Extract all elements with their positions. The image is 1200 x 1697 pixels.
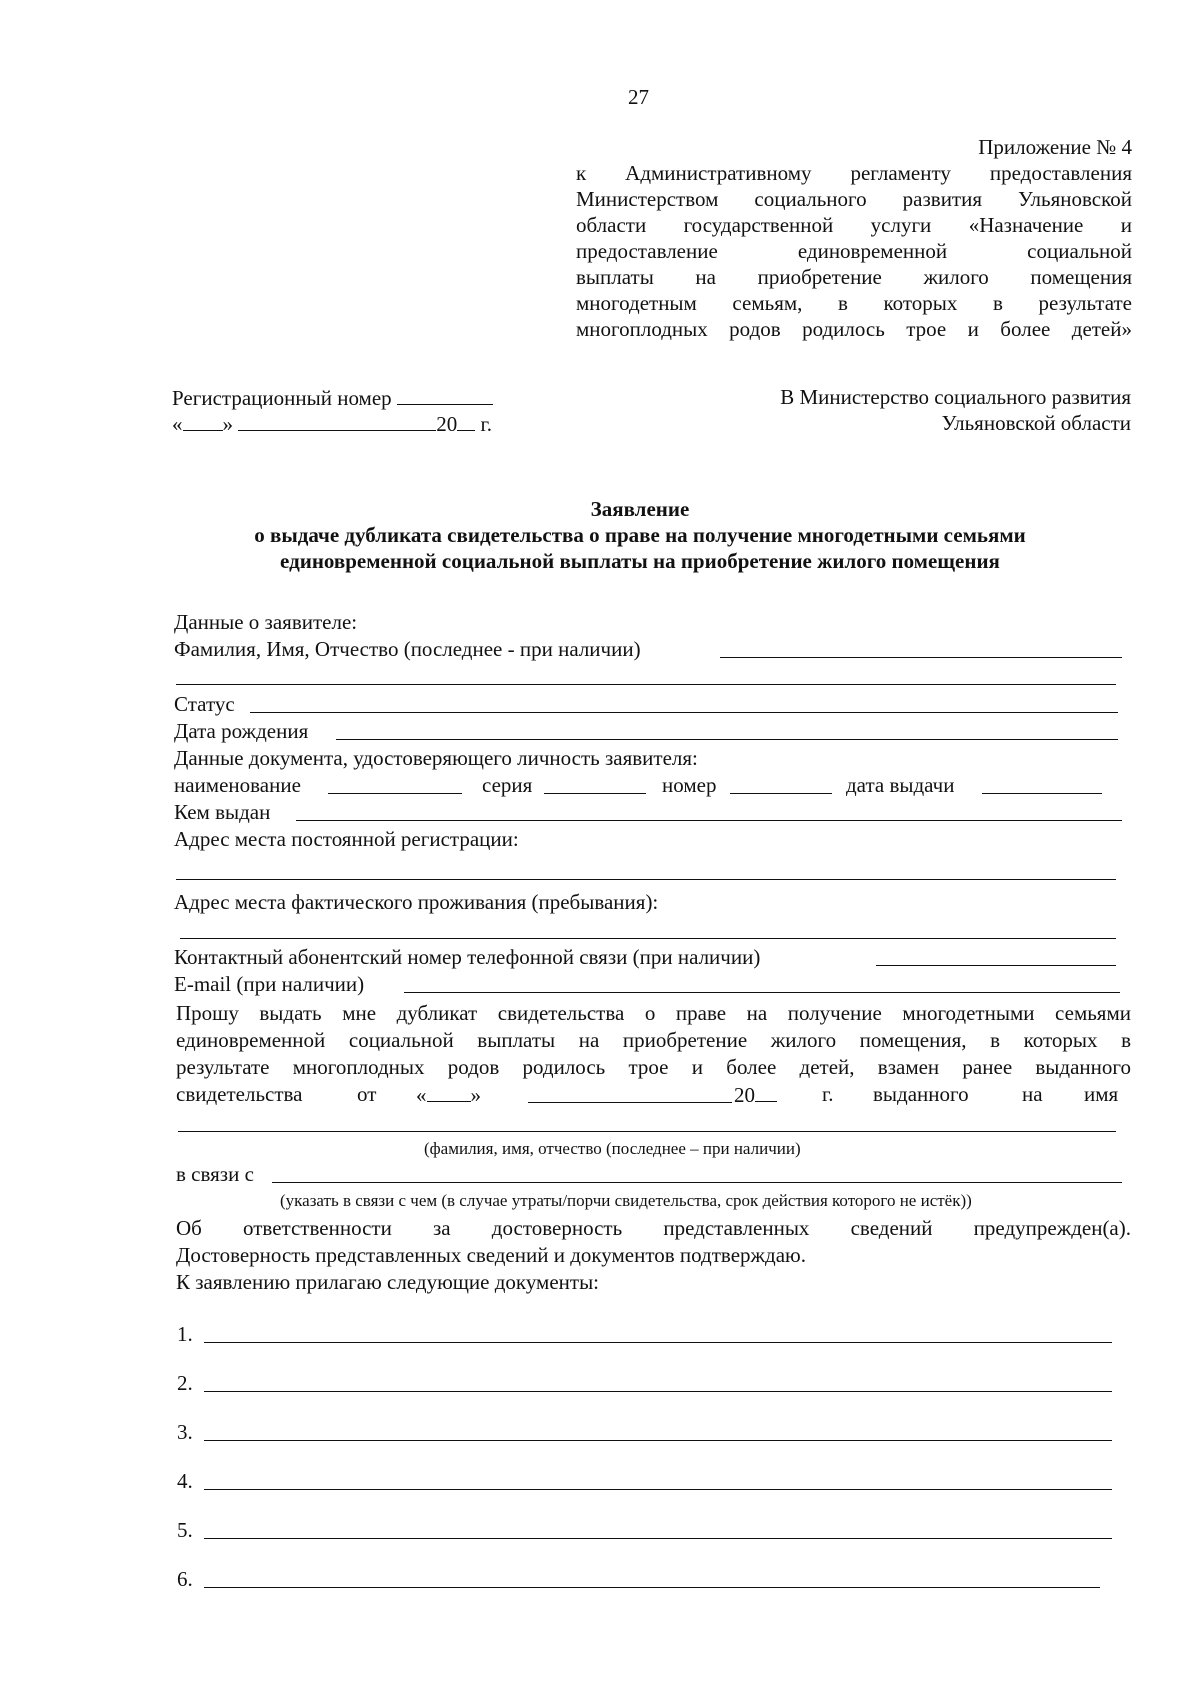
appendix-line: предоставление единовременной социальной bbox=[576, 239, 1132, 263]
doc-name-field[interactable] bbox=[328, 793, 462, 794]
document-item-field[interactable] bbox=[204, 1538, 1112, 1539]
registration-month-field[interactable] bbox=[238, 410, 436, 431]
document-subtitle: единовременной социальной выплаты на приобретение жилого помещения bbox=[280, 549, 1000, 573]
document-item-field[interactable] bbox=[204, 1489, 1112, 1490]
issue-date-label: дата выдачи bbox=[846, 773, 955, 797]
certificate-word: свидетельства bbox=[176, 1082, 303, 1106]
document-item-number: 2. bbox=[177, 1371, 193, 1395]
document-item-field[interactable] bbox=[204, 1440, 1112, 1441]
request-line: единовременной социальной выплаты на приобретение жилого помещения, в которых в bbox=[176, 1028, 1131, 1052]
series-field[interactable] bbox=[544, 793, 646, 794]
quote-close: » bbox=[470, 1083, 481, 1107]
phone-field[interactable] bbox=[876, 965, 1116, 966]
document-item-number: 4. bbox=[177, 1469, 193, 1493]
request-line: результате многоплодных родов родилось трое и более детей, взамен ранее выданного bbox=[176, 1055, 1131, 1079]
addressee-line: В Министерство социального развития bbox=[780, 385, 1131, 409]
issue-date-field[interactable] bbox=[982, 793, 1102, 794]
appendix-title: Приложение № 4 bbox=[978, 135, 1132, 159]
status-field[interactable] bbox=[250, 712, 1118, 713]
reason-field[interactable] bbox=[272, 1182, 1122, 1183]
appendix-line: многоплодных родов родилось трое и более детей» bbox=[576, 317, 1132, 341]
document-item-number: 6. bbox=[177, 1567, 193, 1591]
certificate-day-field[interactable] bbox=[427, 1081, 471, 1102]
fio-hint: (фамилия, имя, отчество (последнее – при наличии) bbox=[424, 1139, 801, 1158]
reason-label: в связи с bbox=[176, 1162, 254, 1186]
year-prefix: 20 bbox=[734, 1083, 755, 1107]
year-suffix: г. bbox=[480, 412, 492, 436]
appendix-line: Министерством социального развития Ульяновской bbox=[576, 187, 1132, 211]
appendix-block bbox=[576, 134, 1132, 342]
on-word: на bbox=[1022, 1082, 1043, 1106]
series-label: серия bbox=[482, 773, 533, 797]
registration-year-field[interactable] bbox=[457, 410, 475, 431]
birth-date-field[interactable] bbox=[336, 739, 1118, 740]
certificate-holder-field[interactable] bbox=[178, 1131, 1116, 1132]
attachments-label: К заявлению прилагаю следующие документы: bbox=[176, 1270, 600, 1294]
id-document-label: Данные документа, удостоверяющего личность заявителя: bbox=[174, 746, 698, 770]
addressee-line: Ульяновской области bbox=[941, 411, 1131, 435]
registration-date bbox=[172, 410, 492, 437]
certificate-year bbox=[734, 1081, 777, 1108]
reason-hint: (указать в связи с чем (в случае утраты/порчи свидетельства, срок действия которого не истёк)) bbox=[280, 1191, 972, 1210]
registration-number-field[interactable] bbox=[397, 384, 493, 405]
document-item-field[interactable] bbox=[204, 1587, 1100, 1588]
appendix-line: выплаты на приобретение жилого помещения bbox=[576, 265, 1132, 289]
page-number: 27 bbox=[628, 85, 649, 109]
status-label: Статус bbox=[174, 692, 235, 716]
email-label: E-mail (при наличии) bbox=[174, 972, 365, 996]
actual-address-label: Адрес места фактического проживания (пребывания): bbox=[174, 890, 659, 914]
appendix-line: к Административному регламенту предоставления bbox=[576, 161, 1132, 185]
request-line: Прошу выдать мне дубликат свидетельства о праве на получение многодетными семьями bbox=[176, 1001, 1131, 1025]
phone-label: Контактный абонентский номер телефонной связи (при наличии) bbox=[174, 945, 761, 969]
responsibility-line: Об ответственности за достоверность представленных сведений предупрежден(а). bbox=[176, 1216, 1131, 1240]
document-title: Заявление bbox=[590, 497, 690, 521]
appendix-line: области государственной услуги «Назначение и bbox=[576, 213, 1132, 237]
quote-open: « bbox=[416, 1083, 427, 1107]
document-item-field[interactable] bbox=[204, 1342, 1112, 1343]
doc-name-label: наименование bbox=[174, 773, 301, 797]
certificate-month-field[interactable] bbox=[528, 1102, 732, 1103]
from-word: от bbox=[357, 1082, 377, 1106]
registration-day-field[interactable] bbox=[183, 410, 223, 431]
full-name-field[interactable] bbox=[720, 657, 1122, 658]
email-field[interactable] bbox=[404, 992, 1120, 993]
quote-close: » bbox=[222, 412, 233, 436]
birth-date-label: Дата рождения bbox=[174, 719, 309, 743]
certificate-day bbox=[416, 1081, 481, 1108]
document-item-field[interactable] bbox=[204, 1391, 1112, 1392]
applicant-data-label: Данные о заявителе: bbox=[174, 610, 358, 634]
issued-by-label: Кем выдан bbox=[174, 800, 271, 824]
confirmation-line: Достоверность представленных сведений и документов подтверждаю. bbox=[176, 1243, 806, 1267]
registration-label: Регистрационный номер bbox=[172, 386, 392, 410]
issued-by-field[interactable] bbox=[296, 820, 1122, 821]
full-name-label: Фамилия, Имя, Отчество (последнее - при наличии) bbox=[174, 637, 641, 661]
actual-address-field[interactable] bbox=[180, 938, 1116, 939]
reg-address-label: Адрес места постоянной регистрации: bbox=[174, 827, 519, 851]
document-item-number: 3. bbox=[177, 1420, 193, 1444]
full-name-field-line2[interactable] bbox=[176, 684, 1116, 685]
g-word: г. bbox=[822, 1082, 834, 1106]
appendix-line: многодетным семьям, в которых в результате bbox=[576, 291, 1132, 315]
issued-word: выданного bbox=[873, 1082, 969, 1106]
document-item-number: 5. bbox=[177, 1518, 193, 1542]
certificate-year-field[interactable] bbox=[755, 1081, 777, 1102]
number-label: номер bbox=[662, 773, 717, 797]
name-word: имя bbox=[1084, 1082, 1119, 1106]
registration-number bbox=[172, 384, 493, 411]
document-item-number: 1. bbox=[177, 1322, 193, 1346]
year-prefix: 20 bbox=[436, 412, 458, 436]
reg-address-field[interactable] bbox=[176, 879, 1116, 880]
quote-open: « bbox=[172, 412, 183, 436]
document-subtitle: о выдаче дубликата свидетельства о праве на получение многодетными семьями bbox=[254, 523, 1026, 547]
number-field[interactable] bbox=[730, 793, 832, 794]
